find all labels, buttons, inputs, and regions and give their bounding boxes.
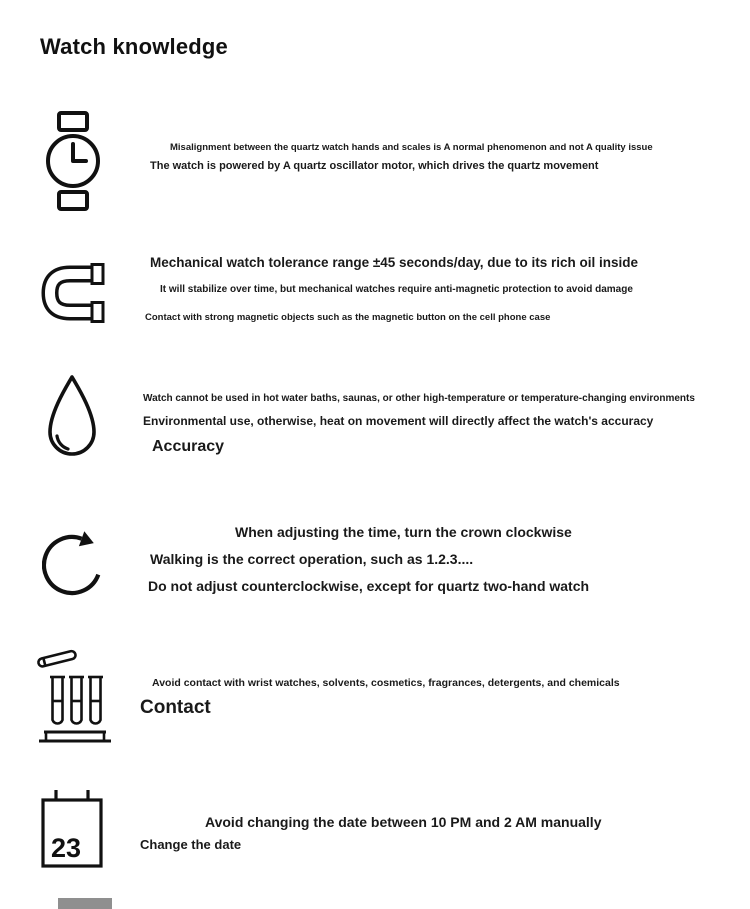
calendar-icon (40, 788, 104, 870)
text-line: Misalignment between the quartz watch hands and scales is A normal phenomenon and not A quality issue (170, 142, 653, 153)
text-line: Contact (140, 697, 211, 718)
text-line: Contact with strong magnetic objects such as the magnetic button on the cell phone case (145, 312, 551, 323)
calendar-day-number: 23 (51, 833, 82, 863)
text-line: Watch cannot be used in hot water baths, saunas, or other high-temperature or temperature-changing environments (143, 393, 695, 404)
section-text (140, 813, 601, 853)
wristwatch-icon (42, 110, 104, 212)
text-line: Do not adjust counterclockwise, except for quartz two-hand watch (148, 578, 590, 594)
section-text (140, 392, 695, 457)
magnet-icon (40, 262, 106, 324)
text-line: Avoid contact with wrist watches, solvents, cosmetics, fragrances, detergents, and chemicals (152, 677, 620, 689)
clockwise-arrow-icon (42, 519, 106, 599)
text-line: The watch is powered by A quartz oscillator motor, which drives the quartz movement (150, 160, 599, 172)
test-tubes-icon (36, 644, 114, 746)
text-line: Accuracy (152, 438, 225, 455)
text-line: Mechanical watch tolerance range ±45 seconds/day, due to its rich oil inside (150, 255, 639, 270)
text-line: It will stabilize over time, but mechanical watches require anti-magnetic protection to avoid damage (160, 284, 633, 295)
text-line: When adjusting the time, turn the crown clockwise (235, 524, 572, 540)
page-title: Watch knowledge (40, 34, 228, 59)
section-text (140, 523, 589, 595)
cropped-bottom-image (58, 898, 112, 909)
text-line: Avoid changing the date between 10 PM and 2 AM manually (205, 814, 602, 830)
water-drop-icon (44, 372, 100, 468)
text-line: Environmental use, otherwise, heat on movement will directly affect the watch's accuracy (143, 414, 654, 428)
section-text (140, 676, 620, 720)
section-text (140, 141, 653, 174)
text-line: Walking is the correct operation, such as 1.2.3.... (150, 551, 474, 567)
section-text (140, 254, 638, 324)
text-line: Change the date (140, 837, 242, 852)
